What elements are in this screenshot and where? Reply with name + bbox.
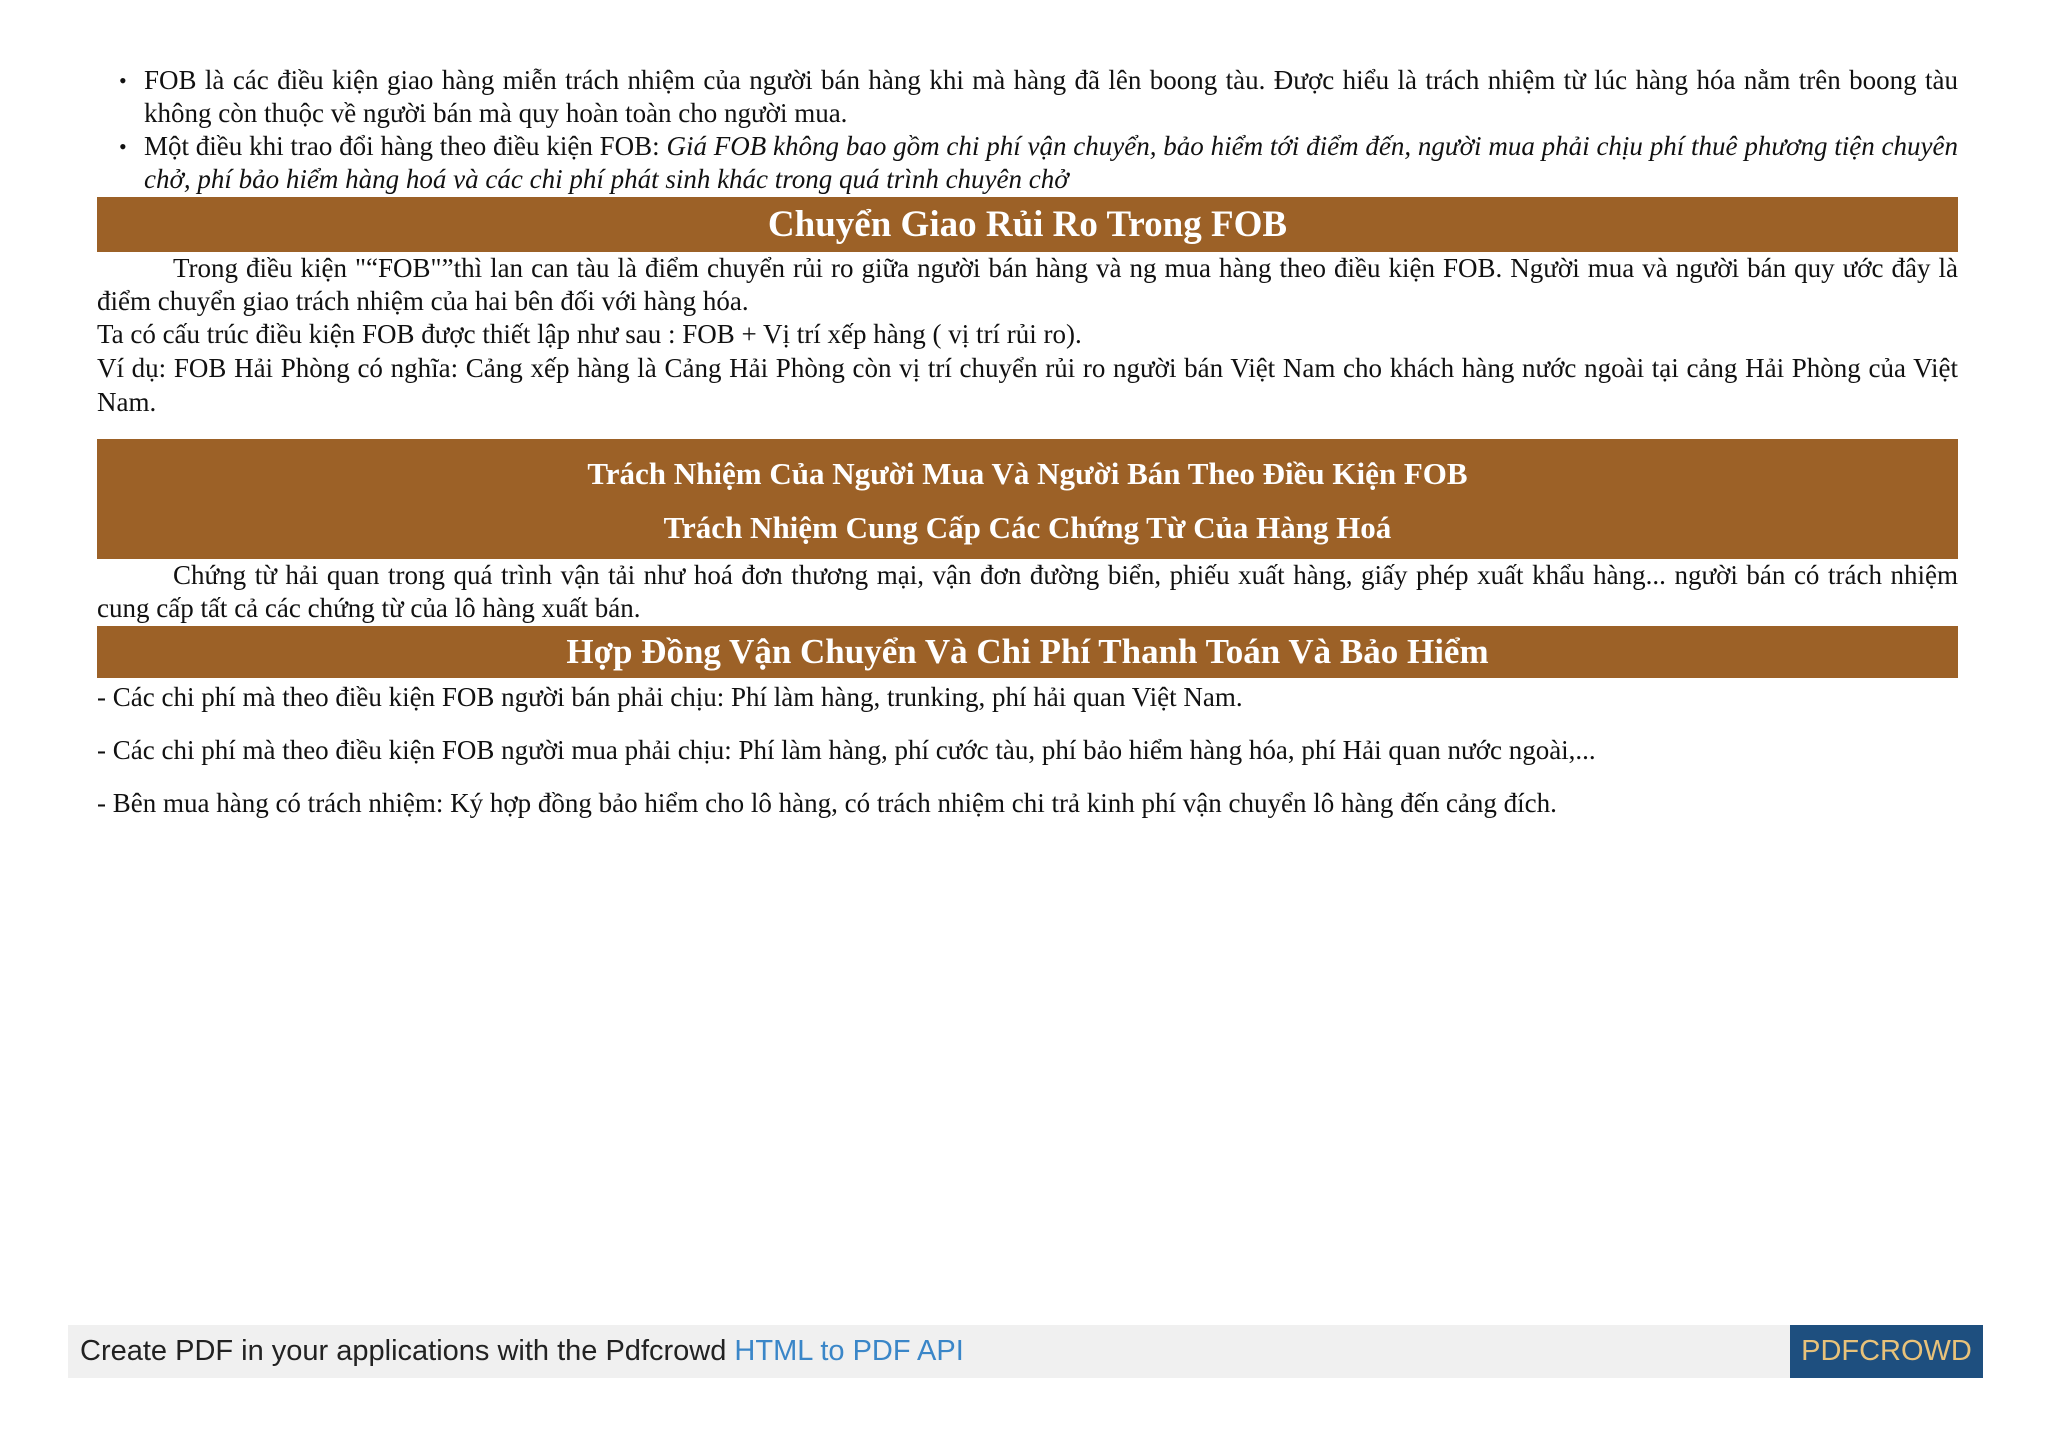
section-heading-risk-transfer: Chuyển Giao Rủi Ro Trong FOB <box>97 197 1958 252</box>
bullet-text: Một điều khi trao đổi hàng theo điều kiện FOB: <box>144 131 667 161</box>
buyer-responsibility-item: - Bên mua hàng có trách nhiệm: Ký hợp đồng bảo hiểm cho lô hàng, có trách nhiệm chi trả kinh phí vận chuyển lô hàng đến cảng đích. <box>97 788 1557 818</box>
footer-caption: Create PDF in your applications with the Pdfcrowd <box>80 1335 735 1367</box>
bullet-item-fob-price <box>144 130 1958 196</box>
pdfcrowd-footer-bar <box>68 1325 1980 1378</box>
bullet-italic-text: Giá FOB không bao gồm chi phí vận chuyển, bảo hiểm tới điểm đến, người mua phải chịu phí thuê phương tiện chuyên chở, phí bảo hiểm hàng hoá và các chi phí phát sinh khác trong quá trình chuyên chở <box>144 131 1958 194</box>
responsibility-heading: Trách Nhiệm Của Người Mua Và Người Bán Theo Điều Kiện FOB <box>587 456 1468 491</box>
html-to-pdf-api-link[interactable]: HTML to PDF API <box>734 1335 964 1367</box>
intro-bullet-list <box>97 64 1958 196</box>
section-heading-responsibility <box>97 439 1958 559</box>
footer-text <box>80 1325 964 1378</box>
risk-paragraph: Trong điều kiện "“FOB"”thì lan can tàu là điểm chuyển rủi ro giữa người bán hàng và ng mua hàng theo điều kiện FOB. Người mua và người bán quy ước đây là điểm chuyển giao trách nhiệm của hai bên đối với hàng hóa. <box>97 253 1958 316</box>
bullet-item-fob-definition <box>144 64 1958 130</box>
example-paragraph: Ví dụ: FOB Hải Phòng có nghĩa: Cảng xếp hàng là Cảng Hải Phòng còn vị trí chuyển rủi ro người bán Việt Nam cho khách hàng nước ngoài tại cảng Hải Phòng của Việt Nam. <box>97 353 1958 417</box>
documents-paragraph: Chứng từ hải quan trong quá trình vận tải như hoá đơn thương mại, vận đơn đường biển, phiếu xuất hàng, giấy phép xuất khẩu hàng... người bán có trách nhiệm cung cấp tất cả các chứng từ của lô hàng xuất bán. <box>97 560 1958 623</box>
buyer-costs-item: - Các chi phí mà theo điều kiện FOB người mua phải chịu: Phí làm hàng, phí cước tàu, phí bảo hiểm hàng hóa, phí Hải quan nước ngoài,... <box>97 735 1596 765</box>
documents-subheading: Trách Nhiệm Cung Cấp Các Chứng Từ Của Hàng Hoá <box>663 510 1392 545</box>
pdfcrowd-logo-button[interactable]: PDFCROWD <box>1790 1325 1983 1378</box>
fob-structure-paragraph: Ta có cấu trúc điều kiện FOB được thiết lập như sau : FOB + Vị trí xếp hàng ( vị trí rủi ro). <box>97 319 1082 349</box>
bullet-text: FOB là các điều kiện giao hàng miễn trách nhiệm của người bán hàng khi mà hàng đã lên boong tàu. Được hiểu là trách nhiệm từ lúc hàng hóa nằm trên boong tàu không còn thuộc về người bán mà quy hoàn toàn cho người mua. <box>144 65 1958 128</box>
section-heading-contract-costs: Hợp Đồng Vận Chuyển Và Chi Phí Thanh Toán Và Bảo Hiểm <box>97 626 1958 678</box>
seller-costs-item: - Các chi phí mà theo điều kiện FOB người bán phải chịu: Phí làm hàng, trunking, phí hải quan Việt Nam. <box>97 682 1243 712</box>
document-page <box>97 64 1958 820</box>
